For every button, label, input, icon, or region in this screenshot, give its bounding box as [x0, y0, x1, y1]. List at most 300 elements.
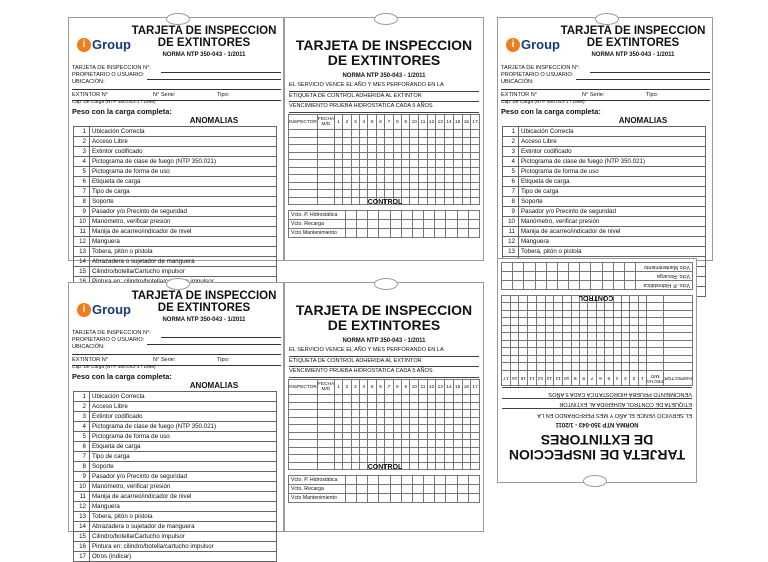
- grid-cell[interactable]: [436, 152, 445, 160]
- grid-cell[interactable]: [462, 175, 471, 183]
- grid-cell[interactable]: [462, 152, 471, 160]
- grid-cell[interactable]: [317, 182, 334, 190]
- control-cell[interactable]: [424, 220, 435, 229]
- grid-cell[interactable]: [445, 182, 454, 190]
- grid-cell[interactable]: [368, 175, 376, 183]
- grid-cell[interactable]: [471, 160, 480, 168]
- grid-cell[interactable]: [445, 417, 454, 425]
- grid-cell[interactable]: [471, 395, 480, 403]
- grid-cell[interactable]: [554, 363, 563, 371]
- grid-cell[interactable]: [554, 341, 563, 349]
- grid-cell[interactable]: [638, 341, 646, 349]
- grid-cell[interactable]: [445, 145, 454, 153]
- grid-cell[interactable]: [519, 356, 528, 364]
- grid-cell[interactable]: [554, 356, 563, 364]
- grid-cell[interactable]: [462, 402, 471, 410]
- grid-cell[interactable]: [402, 145, 410, 153]
- grid-cell[interactable]: [528, 341, 537, 349]
- grid-cell[interactable]: [410, 145, 419, 153]
- grid-cell[interactable]: [453, 462, 462, 470]
- grid-cell[interactable]: [462, 440, 471, 448]
- grid-cell[interactable]: [536, 348, 545, 356]
- control-cell[interactable]: [624, 281, 635, 290]
- grid-cell[interactable]: [647, 303, 664, 311]
- grid-cell[interactable]: [519, 311, 528, 319]
- grid-cell[interactable]: [519, 341, 528, 349]
- grid-cell[interactable]: [343, 455, 351, 463]
- control-cell[interactable]: [457, 494, 468, 503]
- grid-cell[interactable]: [596, 318, 604, 326]
- grid-cell[interactable]: [360, 402, 368, 410]
- control-cell[interactable]: [535, 281, 546, 290]
- grid-cell[interactable]: [360, 190, 368, 198]
- grid-cell[interactable]: [445, 190, 454, 198]
- grid-cell[interactable]: [427, 455, 436, 463]
- control-cell[interactable]: [357, 229, 368, 238]
- grid-cell[interactable]: [579, 348, 587, 356]
- grid-cell[interactable]: [647, 311, 664, 319]
- grid-cell[interactable]: [621, 333, 629, 341]
- grid-cell[interactable]: [664, 341, 693, 349]
- grid-cell[interactable]: [351, 190, 359, 198]
- grid-cell[interactable]: [621, 356, 629, 364]
- control-cell[interactable]: [502, 272, 513, 281]
- grid-cell[interactable]: [393, 182, 401, 190]
- control-cell[interactable]: [535, 263, 546, 272]
- grid-cell[interactable]: [334, 190, 342, 198]
- grid-cell[interactable]: [317, 455, 334, 463]
- grid-cell[interactable]: [462, 190, 471, 198]
- grid-cell[interactable]: [334, 175, 342, 183]
- grid-cell[interactable]: [579, 311, 587, 319]
- control-cell[interactable]: [379, 211, 390, 220]
- grid-cell[interactable]: [402, 182, 410, 190]
- grid-cell[interactable]: [613, 356, 621, 364]
- grid-cell[interactable]: [571, 333, 579, 341]
- grid-cell[interactable]: [410, 182, 419, 190]
- control-cell[interactable]: [346, 229, 357, 238]
- grid-cell[interactable]: [462, 455, 471, 463]
- grid-cell[interactable]: [519, 348, 528, 356]
- grid-cell[interactable]: [289, 175, 318, 183]
- grid-cell[interactable]: [647, 333, 664, 341]
- grid-cell[interactable]: [368, 152, 376, 160]
- grid-cell[interactable]: [343, 410, 351, 418]
- grid-cell[interactable]: [402, 137, 410, 145]
- grid-cell[interactable]: [343, 145, 351, 153]
- control-cell[interactable]: [401, 229, 412, 238]
- control-cell[interactable]: [368, 494, 379, 503]
- grid-cell[interactable]: [385, 160, 393, 168]
- grid-cell[interactable]: [536, 326, 545, 334]
- grid-cell[interactable]: [436, 432, 445, 440]
- control-cell[interactable]: [446, 476, 457, 485]
- grid-cell[interactable]: [445, 197, 454, 205]
- control-cell[interactable]: [435, 494, 446, 503]
- control-cell[interactable]: [412, 476, 423, 485]
- grid-cell[interactable]: [462, 432, 471, 440]
- grid-cell[interactable]: [410, 152, 419, 160]
- grid-cell[interactable]: [528, 311, 537, 319]
- grid-cell[interactable]: [402, 425, 410, 433]
- grid-cell[interactable]: [393, 447, 401, 455]
- grid-cell[interactable]: [419, 145, 428, 153]
- control-cell[interactable]: [502, 263, 513, 272]
- grid-cell[interactable]: [471, 152, 480, 160]
- grid-cell[interactable]: [647, 318, 664, 326]
- grid-cell[interactable]: [360, 410, 368, 418]
- grid-cell[interactable]: [368, 447, 376, 455]
- grid-cell[interactable]: [579, 341, 587, 349]
- grid-cell[interactable]: [638, 303, 646, 311]
- grid-cell[interactable]: [571, 311, 579, 319]
- grid-cell[interactable]: [630, 333, 638, 341]
- grid-cell[interactable]: [427, 402, 436, 410]
- grid-cell[interactable]: [596, 348, 604, 356]
- grid-cell[interactable]: [334, 462, 342, 470]
- grid-cell[interactable]: [445, 425, 454, 433]
- grid-cell[interactable]: [351, 152, 359, 160]
- control-cell[interactable]: [546, 281, 557, 290]
- control-cell[interactable]: [446, 211, 457, 220]
- grid-cell[interactable]: [471, 447, 480, 455]
- grid-cell[interactable]: [419, 152, 428, 160]
- grid-cell[interactable]: [579, 326, 587, 334]
- grid-cell[interactable]: [317, 402, 334, 410]
- grid-cell[interactable]: [368, 130, 376, 138]
- grid-cell[interactable]: [436, 410, 445, 418]
- grid-cell[interactable]: [630, 356, 638, 364]
- control-cell[interactable]: [513, 272, 524, 281]
- grid-cell[interactable]: [630, 318, 638, 326]
- grid-cell[interactable]: [402, 395, 410, 403]
- grid-cell[interactable]: [402, 417, 410, 425]
- grid-cell[interactable]: [471, 175, 480, 183]
- grid-cell[interactable]: [545, 356, 554, 364]
- grid-cell[interactable]: [638, 348, 646, 356]
- grid-cell[interactable]: [510, 296, 519, 304]
- grid-cell[interactable]: [545, 318, 554, 326]
- grid-cell[interactable]: [453, 425, 462, 433]
- grid-cell[interactable]: [528, 303, 537, 311]
- grid-cell[interactable]: [368, 167, 376, 175]
- grid-cell[interactable]: [664, 348, 693, 356]
- grid-cell[interactable]: [368, 455, 376, 463]
- grid-cell[interactable]: [445, 410, 454, 418]
- grid-cell[interactable]: [427, 197, 436, 205]
- grid-cell[interactable]: [427, 182, 436, 190]
- grid-cell[interactable]: [410, 455, 419, 463]
- grid-cell[interactable]: [289, 190, 318, 198]
- grid-cell[interactable]: [360, 160, 368, 168]
- grid-cell[interactable]: [351, 175, 359, 183]
- grid-cell[interactable]: [596, 341, 604, 349]
- grid-cell[interactable]: [289, 137, 318, 145]
- grid-cell[interactable]: [519, 318, 528, 326]
- grid-cell[interactable]: [419, 447, 428, 455]
- grid-cell[interactable]: [502, 356, 511, 364]
- grid-cell[interactable]: [445, 152, 454, 160]
- grid-cell[interactable]: [385, 175, 393, 183]
- grid-cell[interactable]: [427, 462, 436, 470]
- grid-cell[interactable]: [376, 440, 384, 448]
- grid-cell[interactable]: [613, 348, 621, 356]
- grid-cell[interactable]: [343, 402, 351, 410]
- grid-cell[interactable]: [289, 395, 318, 403]
- grid-cell[interactable]: [471, 190, 480, 198]
- grid-cell[interactable]: [402, 167, 410, 175]
- grid-cell[interactable]: [410, 160, 419, 168]
- control-cell[interactable]: [468, 211, 479, 220]
- grid-cell[interactable]: [462, 130, 471, 138]
- grid-cell[interactable]: [462, 417, 471, 425]
- grid-cell[interactable]: [427, 395, 436, 403]
- grid-cell[interactable]: [402, 152, 410, 160]
- grid-cell[interactable]: [554, 326, 563, 334]
- grid-cell[interactable]: [562, 303, 571, 311]
- grid-cell[interactable]: [289, 167, 318, 175]
- grid-cell[interactable]: [393, 175, 401, 183]
- grid-cell[interactable]: [360, 447, 368, 455]
- control-cell[interactable]: [580, 281, 591, 290]
- grid-cell[interactable]: [510, 303, 519, 311]
- grid-cell[interactable]: [385, 395, 393, 403]
- grid-cell[interactable]: [317, 160, 334, 168]
- grid-cell[interactable]: [605, 363, 613, 371]
- grid-cell[interactable]: [360, 137, 368, 145]
- grid-cell[interactable]: [605, 356, 613, 364]
- grid-cell[interactable]: [638, 326, 646, 334]
- grid-cell[interactable]: [502, 303, 511, 311]
- grid-cell[interactable]: [317, 152, 334, 160]
- grid-cell[interactable]: [462, 145, 471, 153]
- grid-cell[interactable]: [664, 318, 693, 326]
- grid-cell[interactable]: [376, 137, 384, 145]
- grid-cell[interactable]: [562, 318, 571, 326]
- grid-cell[interactable]: [536, 363, 545, 371]
- control-cell[interactable]: [424, 476, 435, 485]
- grid-cell[interactable]: [528, 356, 537, 364]
- grid-cell[interactable]: [571, 356, 579, 364]
- grid-cell[interactable]: [588, 363, 596, 371]
- grid-cell[interactable]: [579, 333, 587, 341]
- grid-cell[interactable]: [402, 432, 410, 440]
- grid-cell[interactable]: [445, 175, 454, 183]
- control-cell[interactable]: [424, 485, 435, 494]
- grid-cell[interactable]: [343, 167, 351, 175]
- grid-cell[interactable]: [545, 363, 554, 371]
- grid-cell[interactable]: [376, 152, 384, 160]
- grid-cell[interactable]: [393, 417, 401, 425]
- grid-cell[interactable]: [436, 425, 445, 433]
- control-cell[interactable]: [412, 220, 423, 229]
- grid-cell[interactable]: [393, 432, 401, 440]
- grid-cell[interactable]: [519, 303, 528, 311]
- grid-cell[interactable]: [562, 326, 571, 334]
- control-cell[interactable]: [535, 272, 546, 281]
- grid-cell[interactable]: [351, 417, 359, 425]
- control-cell[interactable]: [557, 263, 568, 272]
- grid-cell[interactable]: [621, 311, 629, 319]
- grid-cell[interactable]: [360, 440, 368, 448]
- grid-cell[interactable]: [647, 363, 664, 371]
- grid-cell[interactable]: [554, 333, 563, 341]
- grid-cell[interactable]: [360, 417, 368, 425]
- grid-cell[interactable]: [351, 130, 359, 138]
- grid-cell[interactable]: [471, 182, 480, 190]
- grid-cell[interactable]: [571, 326, 579, 334]
- grid-cell[interactable]: [510, 318, 519, 326]
- control-cell[interactable]: [346, 485, 357, 494]
- control-cell[interactable]: [602, 281, 613, 290]
- grid-cell[interactable]: [289, 447, 318, 455]
- control-cell[interactable]: [624, 272, 635, 281]
- grid-cell[interactable]: [462, 137, 471, 145]
- control-cell[interactable]: [569, 263, 580, 272]
- grid-cell[interactable]: [605, 348, 613, 356]
- grid-cell[interactable]: [638, 318, 646, 326]
- grid-cell[interactable]: [471, 130, 480, 138]
- grid-cell[interactable]: [571, 318, 579, 326]
- grid-cell[interactable]: [471, 145, 480, 153]
- grid-cell[interactable]: [393, 395, 401, 403]
- grid-cell[interactable]: [453, 447, 462, 455]
- control-cell[interactable]: [557, 272, 568, 281]
- grid-cell[interactable]: [596, 311, 604, 319]
- control-cell[interactable]: [390, 485, 401, 494]
- grid-cell[interactable]: [334, 425, 342, 433]
- grid-cell[interactable]: [419, 137, 428, 145]
- grid-cell[interactable]: [621, 363, 629, 371]
- grid-cell[interactable]: [562, 348, 571, 356]
- grid-cell[interactable]: [638, 311, 646, 319]
- control-cell[interactable]: [591, 281, 602, 290]
- grid-cell[interactable]: [368, 137, 376, 145]
- grid-cell[interactable]: [360, 175, 368, 183]
- grid-cell[interactable]: [385, 425, 393, 433]
- grid-cell[interactable]: [436, 447, 445, 455]
- grid-cell[interactable]: [519, 326, 528, 334]
- grid-cell[interactable]: [571, 348, 579, 356]
- grid-cell[interactable]: [471, 410, 480, 418]
- grid-cell[interactable]: [317, 462, 334, 470]
- grid-cell[interactable]: [317, 197, 334, 205]
- grid-cell[interactable]: [502, 348, 511, 356]
- grid-cell[interactable]: [351, 145, 359, 153]
- grid-cell[interactable]: [510, 356, 519, 364]
- grid-cell[interactable]: [289, 197, 318, 205]
- grid-cell[interactable]: [605, 333, 613, 341]
- grid-cell[interactable]: [605, 341, 613, 349]
- grid-cell[interactable]: [579, 303, 587, 311]
- grid-cell[interactable]: [588, 341, 596, 349]
- grid-cell[interactable]: [613, 341, 621, 349]
- grid-cell[interactable]: [579, 356, 587, 364]
- grid-cell[interactable]: [664, 326, 693, 334]
- grid-cell[interactable]: [317, 175, 334, 183]
- grid-cell[interactable]: [393, 425, 401, 433]
- grid-cell[interactable]: [385, 130, 393, 138]
- grid-cell[interactable]: [502, 341, 511, 349]
- grid-cell[interactable]: [419, 190, 428, 198]
- grid-cell[interactable]: [545, 296, 554, 304]
- control-cell[interactable]: [401, 476, 412, 485]
- grid-cell[interactable]: [562, 311, 571, 319]
- grid-cell[interactable]: [453, 152, 462, 160]
- grid-cell[interactable]: [289, 160, 318, 168]
- grid-cell[interactable]: [419, 432, 428, 440]
- grid-cell[interactable]: [536, 356, 545, 364]
- grid-cell[interactable]: [317, 167, 334, 175]
- grid-cell[interactable]: [510, 333, 519, 341]
- grid-cell[interactable]: [427, 432, 436, 440]
- grid-cell[interactable]: [638, 356, 646, 364]
- grid-cell[interactable]: [436, 175, 445, 183]
- grid-cell[interactable]: [317, 137, 334, 145]
- grid-cell[interactable]: [368, 417, 376, 425]
- grid-cell[interactable]: [471, 167, 480, 175]
- grid-cell[interactable]: [471, 455, 480, 463]
- grid-cell[interactable]: [289, 130, 318, 138]
- control-cell[interactable]: [613, 263, 624, 272]
- grid-cell[interactable]: [419, 425, 428, 433]
- grid-cell[interactable]: [427, 425, 436, 433]
- grid-cell[interactable]: [410, 410, 419, 418]
- grid-cell[interactable]: [445, 160, 454, 168]
- grid-cell[interactable]: [351, 447, 359, 455]
- grid-cell[interactable]: [334, 410, 342, 418]
- grid-cell[interactable]: [368, 432, 376, 440]
- grid-cell[interactable]: [360, 152, 368, 160]
- grid-cell[interactable]: [334, 152, 342, 160]
- grid-cell[interactable]: [630, 311, 638, 319]
- control-cell[interactable]: [546, 272, 557, 281]
- grid-cell[interactable]: [289, 440, 318, 448]
- control-cell[interactable]: [412, 485, 423, 494]
- control-cell[interactable]: [424, 229, 435, 238]
- control-cell[interactable]: [412, 494, 423, 503]
- grid-cell[interactable]: [351, 395, 359, 403]
- grid-cell[interactable]: [554, 348, 563, 356]
- grid-cell[interactable]: [385, 410, 393, 418]
- control-cell[interactable]: [569, 272, 580, 281]
- grid-cell[interactable]: [427, 137, 436, 145]
- grid-cell[interactable]: [427, 167, 436, 175]
- grid-cell[interactable]: [545, 311, 554, 319]
- grid-cell[interactable]: [393, 130, 401, 138]
- grid-cell[interactable]: [419, 160, 428, 168]
- grid-cell[interactable]: [376, 175, 384, 183]
- control-cell[interactable]: [390, 494, 401, 503]
- grid-cell[interactable]: [393, 402, 401, 410]
- grid-cell[interactable]: [510, 341, 519, 349]
- grid-cell[interactable]: [376, 447, 384, 455]
- grid-cell[interactable]: [621, 341, 629, 349]
- grid-cell[interactable]: [471, 462, 480, 470]
- control-cell[interactable]: [435, 211, 446, 220]
- grid-cell[interactable]: [562, 363, 571, 371]
- grid-cell[interactable]: [528, 296, 537, 304]
- grid-cell[interactable]: [453, 130, 462, 138]
- control-cell[interactable]: [580, 263, 591, 272]
- grid-cell[interactable]: [393, 160, 401, 168]
- grid-cell[interactable]: [664, 333, 693, 341]
- grid-cell[interactable]: [630, 326, 638, 334]
- grid-cell[interactable]: [471, 197, 480, 205]
- grid-cell[interactable]: [343, 130, 351, 138]
- control-cell[interactable]: [390, 220, 401, 229]
- grid-cell[interactable]: [528, 318, 537, 326]
